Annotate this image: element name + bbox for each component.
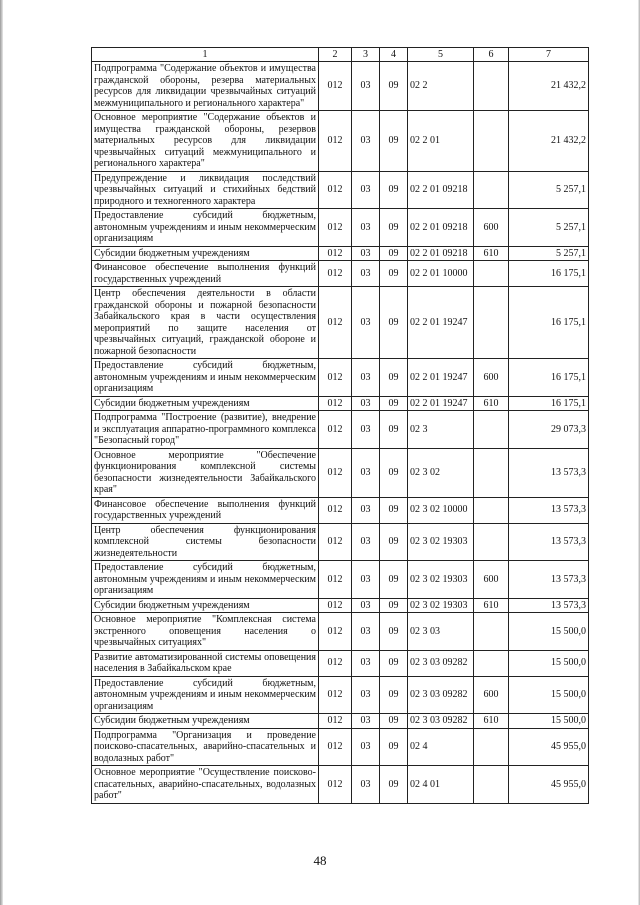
row-expense-type-cell: 610 (474, 246, 509, 261)
row-subsection-cell: 09 (380, 62, 408, 111)
column-header: 3 (352, 48, 380, 62)
row-target-article-cell: 02 2 01 09218 (408, 209, 474, 247)
row-grbs-cell: 012 (319, 261, 352, 287)
table-row (92, 650, 589, 676)
row-subsection-cell: 09 (380, 523, 408, 561)
row-expense-type-cell (474, 613, 509, 651)
row-name-cell: Основное мероприятие "Комплексная система экстренного оповещения населения о чрезвычайных ситуациях" (92, 613, 319, 651)
row-subsection-cell: 09 (380, 561, 408, 599)
row-target-article-cell: 02 3 03 09282 (408, 676, 474, 714)
table-header-row (92, 48, 589, 62)
row-subsection-cell: 09 (380, 448, 408, 497)
table-row (92, 613, 589, 651)
budget-table (91, 47, 589, 804)
row-name-cell: Субсидии бюджетным учреждениям (92, 396, 319, 411)
row-name-cell: Предупреждение и ликвидация последствий чрезвычайных ситуаций и стихийных бедствий природного и техногенного характера (92, 171, 319, 209)
row-grbs-cell: 012 (319, 246, 352, 261)
table-row (92, 411, 589, 449)
column-header: 7 (509, 48, 589, 62)
row-grbs-cell: 012 (319, 171, 352, 209)
row-section-cell: 03 (352, 359, 380, 397)
row-grbs-cell: 012 (319, 448, 352, 497)
row-section-cell: 03 (352, 411, 380, 449)
row-grbs-cell: 012 (319, 497, 352, 523)
row-name-cell: Подпрограмма "Построение (развитие), внедрение и эксплуатация аппаратно-программного комплекса "Безопасный город" (92, 411, 319, 449)
row-target-article-cell: 02 3 03 09282 (408, 714, 474, 729)
row-amount-cell: 15 500,0 (509, 613, 589, 651)
row-grbs-cell: 012 (319, 766, 352, 804)
row-subsection-cell: 09 (380, 111, 408, 172)
row-amount-cell: 13 573,3 (509, 523, 589, 561)
row-subsection-cell: 09 (380, 728, 408, 766)
row-subsection-cell: 09 (380, 171, 408, 209)
row-amount-cell: 16 175,1 (509, 261, 589, 287)
row-amount-cell: 45 955,0 (509, 766, 589, 804)
row-subsection-cell: 09 (380, 287, 408, 359)
row-subsection-cell: 09 (380, 261, 408, 287)
row-section-cell: 03 (352, 111, 380, 172)
row-name-cell: Финансовое обеспечение выполнения функций государственных учреждений (92, 497, 319, 523)
row-grbs-cell: 012 (319, 650, 352, 676)
row-expense-type-cell (474, 111, 509, 172)
row-expense-type-cell (474, 171, 509, 209)
row-section-cell: 03 (352, 209, 380, 247)
row-section-cell: 03 (352, 523, 380, 561)
row-amount-cell: 13 573,3 (509, 598, 589, 613)
row-grbs-cell: 012 (319, 714, 352, 729)
row-expense-type-cell (474, 523, 509, 561)
row-amount-cell: 5 257,1 (509, 171, 589, 209)
table-row (92, 261, 589, 287)
row-expense-type-cell: 600 (474, 676, 509, 714)
row-section-cell: 03 (352, 766, 380, 804)
row-expense-type-cell: 600 (474, 209, 509, 247)
row-amount-cell: 45 955,0 (509, 728, 589, 766)
row-name-cell: Предоставление субсидий бюджетным, автономным учреждениям и иным некоммерческим организациям (92, 209, 319, 247)
row-expense-type-cell (474, 448, 509, 497)
row-subsection-cell: 09 (380, 411, 408, 449)
row-subsection-cell: 09 (380, 714, 408, 729)
page-number: 48 (313, 853, 327, 868)
row-subsection-cell: 09 (380, 359, 408, 397)
row-section-cell: 03 (352, 287, 380, 359)
row-expense-type-cell (474, 261, 509, 287)
row-section-cell: 03 (352, 261, 380, 287)
table-row (92, 448, 589, 497)
row-section-cell: 03 (352, 676, 380, 714)
row-name-cell: Центр обеспечения деятельности в области гражданской обороны и пожарной безопасности Забайкальского края в части осуществления мероприятий по защите населения от чрезвычайных ситуаций, гражданской обороне и пожарной безопасности (92, 287, 319, 359)
row-grbs-cell: 012 (319, 561, 352, 599)
row-expense-type-cell (474, 650, 509, 676)
row-subsection-cell: 09 (380, 209, 408, 247)
row-section-cell: 03 (352, 171, 380, 209)
table-row (92, 766, 589, 804)
row-amount-cell: 21 432,2 (509, 62, 589, 111)
row-grbs-cell: 012 (319, 209, 352, 247)
row-name-cell: Развитие автоматизированной системы оповещения населения в Забайкальском крае (92, 650, 319, 676)
scan-edge-left (0, 0, 3, 905)
row-name-cell: Субсидии бюджетным учреждениям (92, 714, 319, 729)
row-target-article-cell: 02 2 01 (408, 111, 474, 172)
table-row (92, 714, 589, 729)
column-header: 4 (380, 48, 408, 62)
row-target-article-cell: 02 4 01 (408, 766, 474, 804)
row-amount-cell: 16 175,1 (509, 287, 589, 359)
row-target-article-cell: 02 3 02 19303 (408, 523, 474, 561)
row-expense-type-cell (474, 411, 509, 449)
row-section-cell: 03 (352, 396, 380, 411)
column-header: 1 (92, 48, 319, 62)
row-section-cell: 03 (352, 598, 380, 613)
row-section-cell: 03 (352, 714, 380, 729)
row-grbs-cell: 012 (319, 62, 352, 111)
row-amount-cell: 5 257,1 (509, 209, 589, 247)
row-expense-type-cell (474, 728, 509, 766)
row-section-cell: 03 (352, 728, 380, 766)
row-name-cell: Субсидии бюджетным учреждениям (92, 246, 319, 261)
row-name-cell: Основное мероприятие "Осуществление поисково-спасательных, аварийно-спасательных, водолазных работ" (92, 766, 319, 804)
column-header: 5 (408, 48, 474, 62)
row-name-cell: Основное мероприятие "Обеспечение функционирования комплексной системы безопасности жизнедеятельности Забайкальского края" (92, 448, 319, 497)
row-expense-type-cell (474, 766, 509, 804)
row-target-article-cell: 02 3 02 19303 (408, 561, 474, 599)
row-expense-type-cell (474, 497, 509, 523)
row-amount-cell: 16 175,1 (509, 396, 589, 411)
row-subsection-cell: 09 (380, 676, 408, 714)
row-amount-cell: 15 500,0 (509, 714, 589, 729)
row-name-cell: Основное мероприятие "Содержание объектов и имущества гражданской обороны, резервов материальных ресурсов для ликвидации чрезвычайных ситуаций межмуниципального и регионального характера" (92, 111, 319, 172)
row-subsection-cell: 09 (380, 650, 408, 676)
row-subsection-cell: 09 (380, 497, 408, 523)
row-expense-type-cell (474, 287, 509, 359)
table-row (92, 359, 589, 397)
row-amount-cell: 13 573,3 (509, 561, 589, 599)
row-section-cell: 03 (352, 561, 380, 599)
table-row (92, 111, 589, 172)
row-target-article-cell: 02 2 01 09218 (408, 171, 474, 209)
row-grbs-cell: 012 (319, 523, 352, 561)
row-amount-cell: 15 500,0 (509, 676, 589, 714)
row-target-article-cell: 02 3 02 (408, 448, 474, 497)
row-expense-type-cell: 600 (474, 561, 509, 599)
row-name-cell: Подпрограмма "Содержание объектов и имущества гражданской обороны, резерва материальных ресурсов для ликвидации чрезвычайных ситуаций межмуниципального и регионального характера" (92, 62, 319, 111)
table-row (92, 497, 589, 523)
row-name-cell: Подпрограмма "Организация и проведение поисково-спасательных, аварийно-спасательных и водолазных работ" (92, 728, 319, 766)
row-expense-type-cell (474, 62, 509, 111)
table-row (92, 676, 589, 714)
row-grbs-cell: 012 (319, 411, 352, 449)
row-grbs-cell: 012 (319, 598, 352, 613)
row-target-article-cell: 02 3 02 10000 (408, 497, 474, 523)
row-amount-cell: 5 257,1 (509, 246, 589, 261)
table-row (92, 728, 589, 766)
row-amount-cell: 13 573,3 (509, 497, 589, 523)
row-grbs-cell: 012 (319, 287, 352, 359)
row-expense-type-cell: 610 (474, 598, 509, 613)
row-target-article-cell: 02 2 (408, 62, 474, 111)
row-section-cell: 03 (352, 613, 380, 651)
table-row (92, 209, 589, 247)
row-amount-cell: 29 073,3 (509, 411, 589, 449)
table-row (92, 62, 589, 111)
row-section-cell: 03 (352, 448, 380, 497)
column-header: 6 (474, 48, 509, 62)
table-row (92, 523, 589, 561)
row-grbs-cell: 012 (319, 613, 352, 651)
row-subsection-cell: 09 (380, 396, 408, 411)
row-grbs-cell: 012 (319, 676, 352, 714)
row-grbs-cell: 012 (319, 728, 352, 766)
table-row (92, 598, 589, 613)
row-name-cell: Предоставление субсидий бюджетным, автономным учреждениям и иным некоммерческим организациям (92, 561, 319, 599)
row-amount-cell: 21 432,2 (509, 111, 589, 172)
row-target-article-cell: 02 3 03 (408, 613, 474, 651)
table-row (92, 561, 589, 599)
row-target-article-cell: 02 2 01 19247 (408, 396, 474, 411)
row-name-cell: Предоставление субсидий бюджетным, автономным учреждениям и иным некоммерческим организациям (92, 359, 319, 397)
table-row (92, 246, 589, 261)
row-target-article-cell: 02 2 01 19247 (408, 359, 474, 397)
row-section-cell: 03 (352, 246, 380, 261)
row-amount-cell: 15 500,0 (509, 650, 589, 676)
row-target-article-cell: 02 3 03 09282 (408, 650, 474, 676)
column-header: 2 (319, 48, 352, 62)
row-amount-cell: 16 175,1 (509, 359, 589, 397)
row-target-article-cell: 02 3 02 19303 (408, 598, 474, 613)
row-name-cell: Предоставление субсидий бюджетным, автономным учреждениям и иным некоммерческим организациям (92, 676, 319, 714)
row-name-cell: Финансовое обеспечение выполнения функций государственных учреждений (92, 261, 319, 287)
table-row (92, 396, 589, 411)
row-subsection-cell: 09 (380, 246, 408, 261)
row-subsection-cell: 09 (380, 766, 408, 804)
row-target-article-cell: 02 2 01 10000 (408, 261, 474, 287)
row-grbs-cell: 012 (319, 359, 352, 397)
table-row (92, 171, 589, 209)
row-subsection-cell: 09 (380, 598, 408, 613)
table-row (92, 287, 589, 359)
row-target-article-cell: 02 2 01 09218 (408, 246, 474, 261)
row-section-cell: 03 (352, 497, 380, 523)
row-target-article-cell: 02 4 (408, 728, 474, 766)
row-target-article-cell: 02 2 01 19247 (408, 287, 474, 359)
row-expense-type-cell: 610 (474, 714, 509, 729)
row-subsection-cell: 09 (380, 613, 408, 651)
row-section-cell: 03 (352, 650, 380, 676)
row-name-cell: Центр обеспечения функционирования комплексной системы безопасности жизнедеятельности (92, 523, 319, 561)
row-grbs-cell: 012 (319, 111, 352, 172)
row-grbs-cell: 012 (319, 396, 352, 411)
row-expense-type-cell: 600 (474, 359, 509, 397)
row-section-cell: 03 (352, 62, 380, 111)
row-expense-type-cell: 610 (474, 396, 509, 411)
row-name-cell: Субсидии бюджетным учреждениям (92, 598, 319, 613)
row-amount-cell: 13 573,3 (509, 448, 589, 497)
row-target-article-cell: 02 3 (408, 411, 474, 449)
